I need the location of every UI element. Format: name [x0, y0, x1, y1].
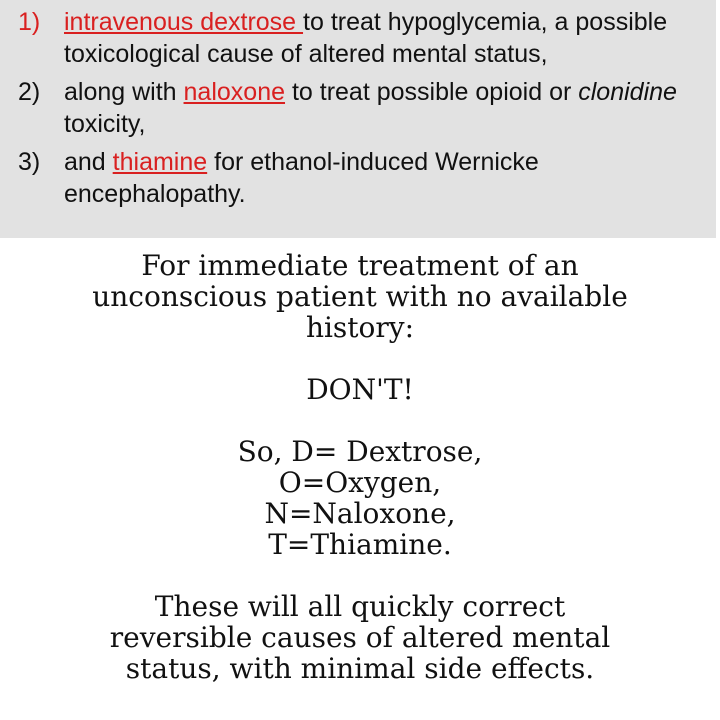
list-number: 2) — [18, 78, 41, 106]
list-suffix: toxicity, — [64, 110, 146, 138]
list-text: to treat hypoglycemia, a possible toxicological cause of altered mental status, — [64, 8, 668, 68]
list-prefix: and — [64, 148, 113, 176]
treatment-list — [18, 6, 710, 216]
summary-line: status, with minimal side effects. — [125, 652, 595, 685]
list-item — [18, 6, 710, 70]
highlight-naloxone: naloxone — [183, 78, 286, 106]
mnemonic-line-d: So, D= Dextrose, — [237, 435, 483, 468]
mnemonic-line-o: O=Oxygen, — [278, 466, 442, 499]
list-number: 1) — [18, 8, 41, 36]
summary-line: These will all quickly correct — [154, 590, 566, 623]
mnemonic-line-t: T=Thiamine. — [268, 528, 452, 561]
mnemonic-heading: DON'T! — [306, 373, 414, 406]
list-number: 3) — [18, 148, 41, 176]
list-text: for ethanol-induced Wernicke encephalopathy. — [64, 148, 539, 208]
list-text: to treat possible opioid or — [285, 78, 579, 106]
highlight-dextrose: intravenous dextrose — [64, 8, 304, 36]
italic-clonidine: clonidine — [578, 78, 677, 106]
list-item — [18, 76, 710, 140]
mnemonic-section — [0, 250, 720, 684]
intro-line: history: — [305, 311, 415, 344]
highlight-thiamine: thiamine — [112, 148, 208, 176]
summary-line: reversible causes of altered mental — [109, 621, 611, 654]
intro-line: For immediate treatment of an — [141, 249, 579, 282]
mnemonic-line-n: N=Naloxone, — [264, 497, 456, 530]
intro-line: unconscious patient with no available — [92, 280, 628, 313]
treatment-list-panel — [0, 0, 716, 238]
list-item — [18, 146, 710, 210]
list-prefix: along with — [64, 78, 184, 106]
